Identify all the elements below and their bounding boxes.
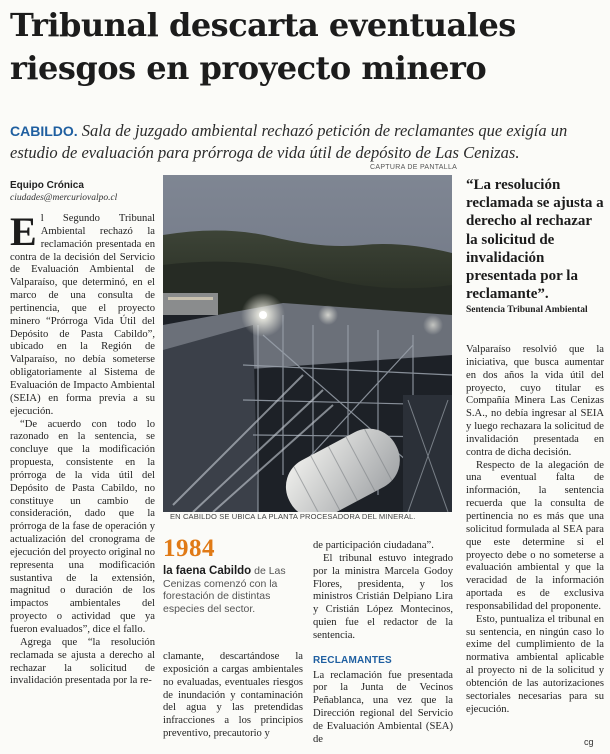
paragraph: El tribunal estuvo integrado por la ministra Marcela Godoy Flores, presidenta, y los ministros Cristián Delpiano Lira y Cristián López Montecinos, quien fue el redactor de la sentencia.: [313, 552, 453, 641]
paragraph: Respecto de la alegación de una eventual falta de información, la sentencia recuerda que la consulta de pertinencia no es más que una solicitud formulada al SEA para que este determine si el proyecto debe o no someterse a evaluación ambiental y que la veracidad de la información aportada es de exclusiva responsabilidad del proponente.: [466, 459, 604, 612]
pull-quote: “La resolución reclamada se ajusta a derecho al rechazar la solicitud de invalidación presentada por la reclamante”.: [466, 177, 604, 303]
byline-author: Equipo Crónica: [10, 180, 84, 191]
factbox-year: 1984: [163, 535, 215, 562]
photo-credit: CAPTURA DE PANTALLA: [370, 164, 458, 171]
lead-kicker: CABILDO.: [10, 123, 78, 139]
article-column-1: [10, 209, 155, 688]
paragraph: Valparaíso resolvió que la iniciativa, que busca aumentar en dos años la vida útil del proyecto, cuyo titular es Compañía Minera Las Cenizas S.A., no debía ingresar al SEIA y luego rechazara la solicitud de invalidación presentada en contra de dicha decisión.: [466, 344, 604, 458]
lead-paragraph: [10, 120, 602, 164]
byline-email[interactable]: ciudades@mercuriovalpo.cl: [10, 193, 118, 203]
paragraph: “De acuerdo con todo lo razonado en la sentencia, se concluye que la modificación propuesta, consistente en la prórroga de la vida útil del Depósito de Pasta Cabildo, no constituye un cambio de consideración, dado que la prórroga de la fase de operación y actualización del cronograma de ejecución del proyecto original no representa una modificación sustantiva de la extensión, magnitud o duración de los impactos ambientales del proyecto o actividad que ya fueron evaluados”, dice el fallo.: [10, 418, 155, 635]
paragraph-text: l Segundo Tribunal Ambiental rechazó la reclamación presentada en contra de la decisión del Servicio de Evaluación Ambiental de Valparaíso, que determinó, en el marco de una consulta de pertinencia, que el proyecto minero “Prórroga Vida Útil del Depósito de Pasta Cabildo”, ubicado en la Región de Valparaíso, no debía someterse obligatoriamente al Sistema de Evaluación de Impacto Ambiental (SEIA) en forma previa a su ejecución.: [10, 213, 155, 417]
drop-cap: E: [10, 209, 37, 254]
headline: Tribunal descarta eventuales riesgos en proyecto minero: [10, 6, 516, 87]
mining-plant-photo: [163, 175, 452, 512]
paragraph: [10, 209, 155, 419]
paragraph: La reclamación fue presentada por la Junta de Vecinos Peñablanca, una vez que la Dirección regional del Servicio de Evaluación Ambiental (SEA) de: [313, 669, 453, 745]
section-subhead: RECLAMANTES: [313, 654, 392, 666]
article-column-2: [163, 651, 303, 741]
photo-caption: EN CABILDO SE UBICA LA PLANTA PROCESADORA DEL MINERAL.: [170, 512, 416, 521]
factbox-text: [163, 565, 305, 615]
page-folio: cg: [584, 737, 594, 747]
paragraph: Esto, puntualiza el tribunal en su sentencia, en ningún caso lo exime del cumplimiento de la normativa ambiental aplicable al proyecto ni de la solicitud y obtención de las autorizaciones sectoriales necesarias para su ejecución.: [466, 613, 604, 715]
pull-quote-source: Sentencia Tribunal Ambiental: [466, 305, 588, 315]
photo-illustration: [163, 175, 452, 512]
article-column-4: [466, 344, 604, 716]
article-column-3: [313, 540, 453, 747]
factbox-body: de Las Cenizas comenzó con la forestación de distintas especies del sector.: [163, 565, 286, 615]
factbox-bold: la faena Cabildo: [163, 565, 252, 577]
paragraph: clamante, descartándose la exposición a cargas ambientales no evaluadas, eventuales riesgos de inundación y contaminación del agua y las pretendidas infracciones a los principios preventivo, precautorio y: [163, 651, 303, 740]
lead-text: Sala de juzgado ambiental rechazó petición de reclamantes que exigía un estudio de evaluación para prórroga de vida útil de depósito de Las Cenizas.: [10, 121, 568, 162]
paragraph: de participación ciudadana”.: [313, 540, 434, 551]
paragraph: Agrega que “la resolución reclamada se ajusta a derecho al rechazar la solicitud de invalidación presentada por la re-: [10, 636, 155, 687]
